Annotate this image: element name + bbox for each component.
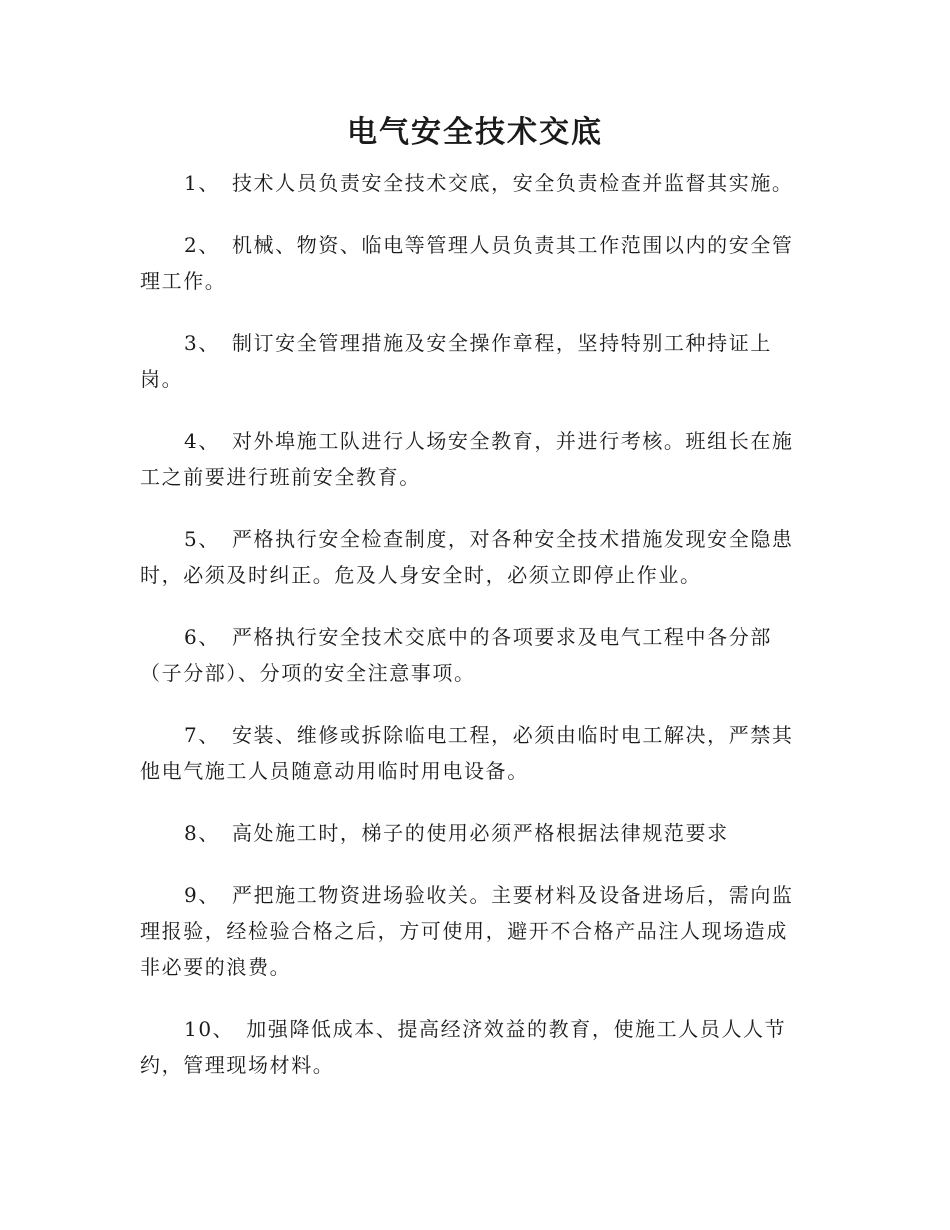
item-text: 安装、维修或拆除临电工程，必须由临时电工解决，严禁其他电气施工人员随意动用临时用电设备。	[140, 723, 794, 783]
item-text: 加强降低成本、提高经济效益的教育，使施工人员人人节约，管理现场材料。	[140, 1017, 787, 1077]
item-text: 机械、物资、临电等管理人员负责其工作范围以内的安全管理工作。	[140, 233, 794, 293]
list-item	[140, 325, 805, 397]
item-number: 5、	[184, 527, 220, 551]
list-item	[140, 521, 805, 593]
item-number: 3、	[184, 331, 220, 355]
item-number: 6、	[184, 625, 220, 649]
document-title: 电气安全技术交底	[347, 115, 603, 150]
list-item	[140, 717, 805, 789]
item-text: 严格执行安全检查制度，对各种安全技术措施发现安全隐患时，必须及时纠正。危及人身安全时，必须立即停止作业。	[140, 527, 794, 587]
item-number: 1、	[184, 171, 220, 195]
item-text: 高处施工时，梯子的使用必须严格根据法律规范要求	[231, 821, 729, 845]
list-item	[140, 423, 805, 495]
list-item	[140, 165, 805, 201]
item-number: 7、	[184, 723, 220, 747]
item-text: 严把施工物资进场验收关。主要材料及设备进场后，需向监理报验，经检验合格之后，方可使用，避开不合格产品注人现场造成非必要的浪费。	[140, 883, 794, 979]
item-number: 4、	[184, 429, 220, 453]
list-item	[140, 877, 805, 985]
list-item	[140, 1011, 805, 1083]
list-item	[140, 815, 805, 851]
item-text: 制订安全管理措施及安全操作章程，坚持特别工种持证上岗。	[140, 331, 772, 391]
item-text: 技术人员负责安全技术交底，安全负责检查并监督其实施。	[231, 171, 794, 195]
item-number: 2、	[184, 233, 220, 257]
list-item	[140, 619, 805, 691]
item-text: 严格执行安全技术交底中的各项要求及电气工程中各分部（子分部）、分项的安全注意事项。	[140, 625, 772, 685]
document-body	[140, 165, 805, 1109]
item-number: 9、	[184, 883, 220, 907]
item-text: 对外埠施工队进行人场安全教育，并进行考核。班组长在施工之前要进行班前安全教育。	[140, 429, 794, 489]
item-number: 8、	[184, 821, 220, 845]
item-number: 10、	[184, 1017, 235, 1041]
list-item	[140, 227, 805, 299]
